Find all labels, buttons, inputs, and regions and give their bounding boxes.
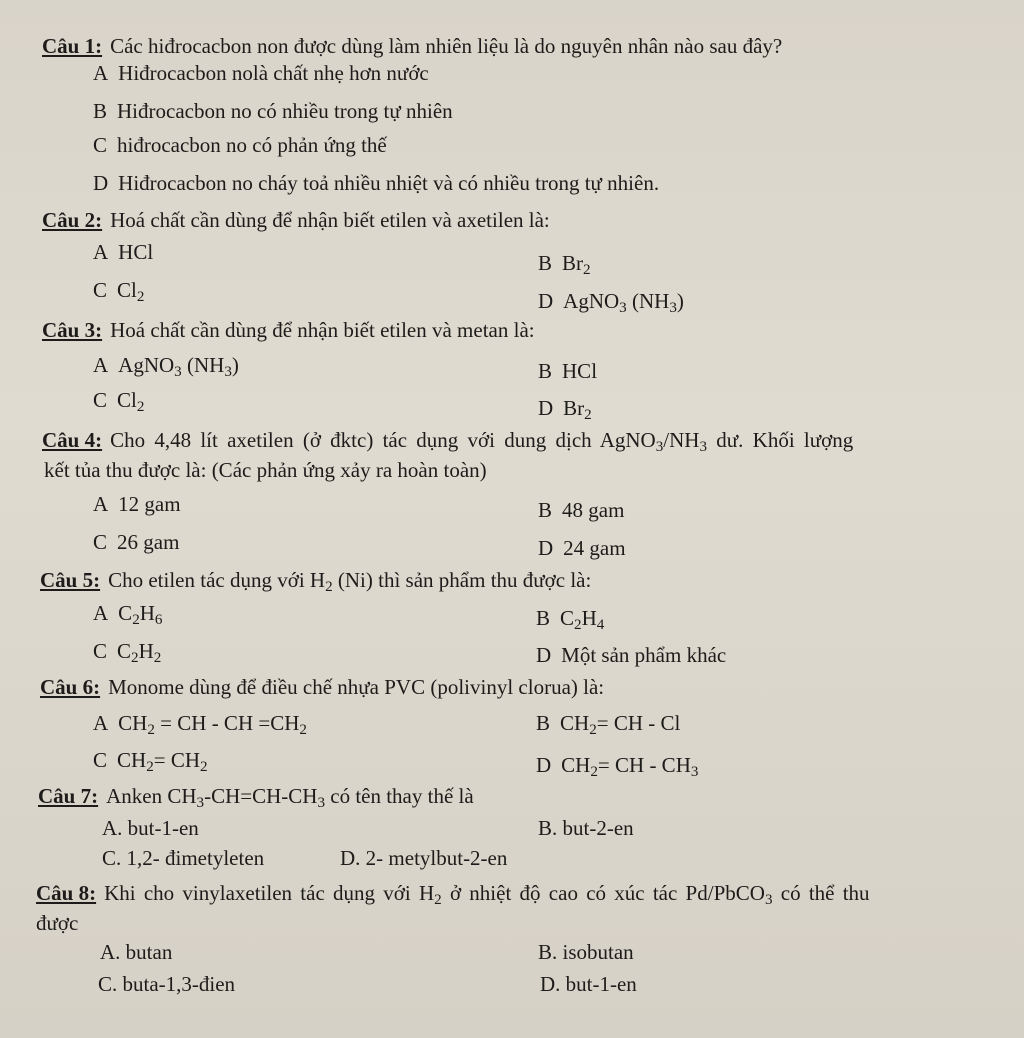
option-letter: A (93, 353, 109, 377)
option-text: AgNO$_3$ $(NH_3)$ (563, 289, 684, 316)
question-8 (36, 881, 870, 908)
option-letter: C (93, 133, 108, 157)
option-text: 48 gam (562, 498, 625, 522)
question-text: Hoá chất cần dùng để nhận biết etilen và metan là: (110, 318, 535, 342)
option-letter: D (538, 289, 554, 313)
option-text: C. 1,2- đimetyleten (102, 846, 265, 870)
option-letter: D (536, 643, 552, 667)
q6-option-a (93, 711, 307, 738)
option-text: D. 2- metylbut-2-en (340, 846, 508, 870)
option-text: $C_2H_2$ (117, 639, 162, 666)
q8-option-b (538, 942, 634, 963)
option-text: Một sản phẩm khác (561, 643, 727, 667)
q1-option-b (93, 101, 453, 122)
question-text: Khi cho vinylaxetilen tác dụng với $H_2$ ở nhiệt độ cao có xúc tác Pd/PbCO$_3$ có thể thu (104, 881, 870, 908)
q1-option-a (93, 63, 429, 84)
q2-option-a (93, 242, 153, 263)
option-text: $CH_2$ = CH - CH $=CH_2$ (118, 711, 307, 738)
option-letter: C (93, 530, 108, 554)
question-7 (38, 784, 474, 811)
option-text: hiđrocacbon no có phản ứng thế (117, 133, 387, 157)
option-text: $C_2H_6$ (118, 601, 163, 628)
question-label: Câu 4: (42, 428, 103, 452)
option-text: 12 gam (118, 492, 181, 516)
option-text: Hiđrocacbon no cháy toả nhiều nhiệt và có nhiều trong tự nhiên. (118, 171, 660, 195)
question-text-2: được (36, 911, 79, 935)
option-text: Hiđrocacbon nolà chất nhẹ hơn nước (118, 61, 429, 85)
option-letter: A (93, 61, 109, 85)
q2-option-c (93, 278, 145, 305)
question-label: Câu 8: (36, 881, 97, 905)
option-text: $CH_2=$ CH - $CH_3$ (561, 753, 699, 780)
q8-option-a (100, 942, 172, 963)
question-5 (40, 568, 592, 595)
q4-option-c (93, 532, 179, 553)
question-label: Câu 7: (38, 784, 99, 808)
option-letter: C (93, 639, 108, 663)
option-text: $Br_2$ (563, 396, 592, 423)
question-label: Câu 3: (42, 318, 103, 342)
q2-option-d (538, 289, 684, 316)
option-text: 26 gam (117, 530, 180, 554)
question-text: Các hiđrocacbon non được dùng làm nhiên liệu là do nguyên nhân nào sau đây? (110, 34, 783, 58)
option-text: HCl (562, 359, 598, 383)
option-text: $CH_2=$ CH - Cl (560, 711, 681, 738)
option-letter: B (536, 606, 551, 630)
q8-option-c (98, 974, 235, 995)
q4-option-d (538, 538, 626, 559)
option-letter: A (93, 492, 109, 516)
option-text: $C_2H_4$ (560, 606, 605, 633)
option-text: $Br_2$ (562, 251, 591, 278)
q6-option-b (536, 711, 681, 738)
option-letter: D (536, 753, 552, 777)
option-text: HCl (118, 240, 154, 264)
question-6 (40, 677, 604, 698)
question-3 (42, 320, 535, 341)
question-4-continuation (44, 460, 487, 481)
q3-option-b (538, 361, 597, 382)
option-letter: C (93, 748, 108, 772)
question-4 (42, 428, 854, 455)
option-letter: B (538, 251, 553, 275)
option-text: B. isobutan (538, 940, 634, 964)
q5-option-a (93, 601, 163, 628)
q3-option-d (538, 396, 592, 423)
q7-option-a (102, 818, 199, 839)
option-text: $CH_2= CH_2$ (117, 748, 208, 775)
question-label: Câu 6: (40, 675, 101, 699)
q2-option-b (538, 251, 591, 278)
q6-option-c (93, 748, 208, 775)
option-letter: A (93, 240, 109, 264)
option-letter: C (93, 388, 108, 412)
q5-option-c (93, 639, 162, 666)
option-text: C. buta-1,3-đien (98, 972, 236, 996)
q5-option-b (536, 606, 605, 633)
q3-option-a (93, 353, 239, 380)
option-letter: A (93, 601, 109, 625)
option-letter: D (93, 171, 109, 195)
q3-option-c (93, 388, 145, 415)
option-text: A. butan (100, 940, 173, 964)
question-2 (42, 210, 550, 231)
option-text: B. but-2-en (538, 816, 634, 840)
question-8-continuation (36, 913, 78, 934)
q6-option-d (536, 753, 699, 780)
option-letter: D (538, 396, 554, 420)
q7-option-b (538, 818, 634, 839)
question-text: Monome dùng để điều chế nhựa PVC (polivinyl clorua) là: (108, 675, 605, 699)
option-text: A. but-1-en (102, 816, 199, 840)
q5-option-d (536, 645, 726, 666)
option-text: Hiđrocacbon no có nhiều trong tự nhiên (117, 99, 453, 123)
question-text-2: kết tủa thu được là: (Các phản ứng xảy ra hoàn toàn) (44, 458, 487, 482)
question-text: Cho 4,48 lít axetilen (ở đktc) tác dụng với dung dịch $AgNO_3/NH_3$ dư. Khối lượng (110, 428, 854, 455)
option-text: $Cl_2$ (117, 388, 145, 415)
q4-option-a (93, 494, 181, 515)
option-letter: A (93, 711, 109, 735)
option-letter: B (536, 711, 551, 735)
option-text: D. but-1-en (540, 972, 637, 996)
q7-option-d (340, 848, 507, 869)
question-text: Hoá chất cần dùng để nhận biết etilen và axetilen là: (110, 208, 550, 232)
option-text: 24 gam (563, 536, 626, 560)
question-label: Câu 5: (40, 568, 101, 592)
option-letter: B (538, 498, 553, 522)
option-text: AgNO$_3$ $(NH_3)$ (118, 353, 239, 380)
q1-option-d (93, 173, 659, 194)
question-text: Anken $CH_3-CH=CH-CH_3$ có tên thay thế là (106, 784, 474, 811)
question-label: Câu 2: (42, 208, 103, 232)
q7-option-c (102, 848, 264, 869)
option-text: $Cl_2$ (117, 278, 145, 305)
option-letter: B (93, 99, 108, 123)
q4-option-b (538, 500, 624, 521)
question-text: Cho etilen tác dụng với $H_2$ (Ni) thì sản phẩm thu được là: (108, 568, 592, 595)
q8-option-d (540, 974, 637, 995)
option-letter: C (93, 278, 108, 302)
question-label: Câu 1: (42, 34, 103, 58)
question-1 (42, 36, 782, 57)
option-letter: B (538, 359, 553, 383)
option-letter: D (538, 536, 554, 560)
q1-option-c (93, 135, 387, 156)
